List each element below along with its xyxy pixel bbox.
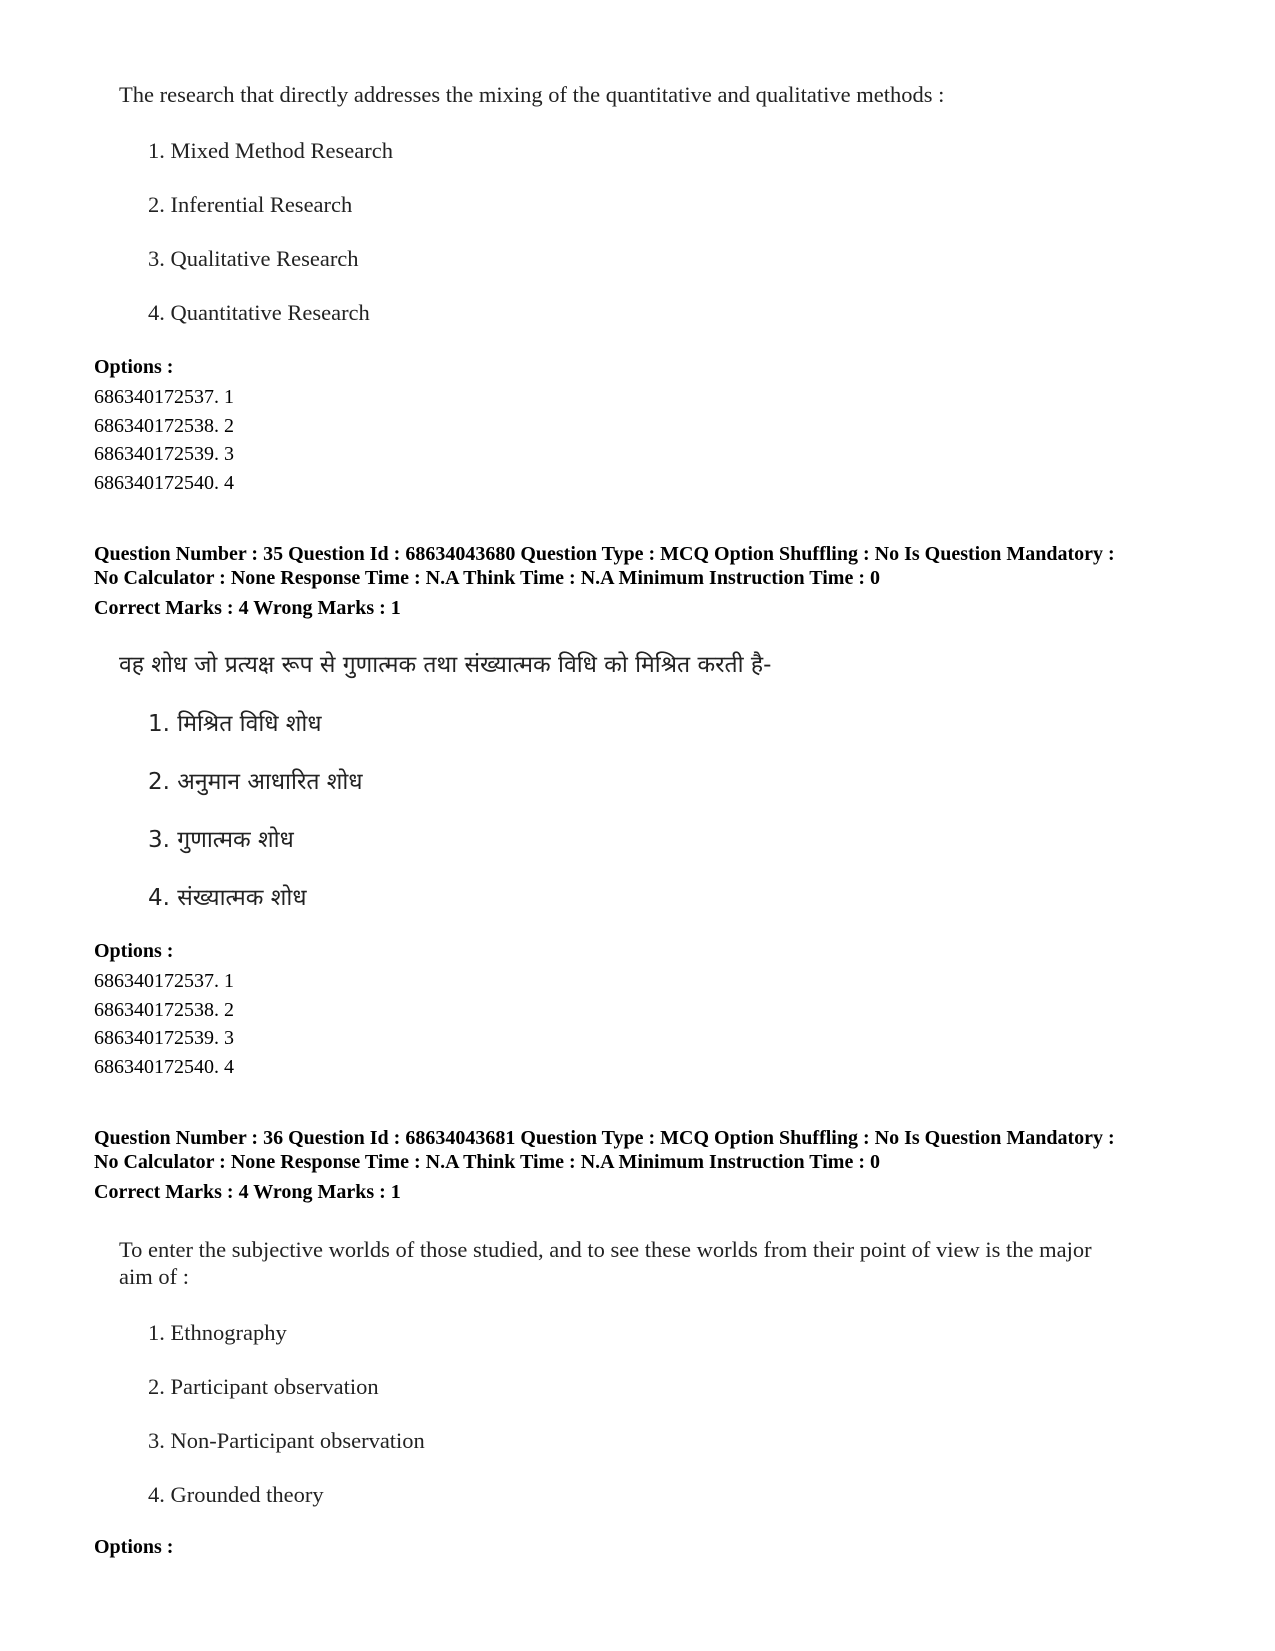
q35-options-label: Options : [94,940,174,962]
q36-marks: Correct Marks : 4 Wrong Marks : 1 [94,1181,401,1203]
q36-meta-line-1: Question Number : 36 Question Id : 68634043681 Question Type : MCQ Option Shuffling : No Is Question Mandatory : [94,1127,1115,1149]
q34-option-4: 686340172540. 4 [94,472,234,494]
q35-choice-2: 2. अनुमान आधारित शोध [148,769,363,795]
q34-choice-1: 1. Mixed Method Research [148,138,393,163]
q36-choice-1: 1. Ethnography [148,1320,287,1345]
q34-choice-3: 3. Qualitative Research [148,246,359,271]
q35-option-3: 686340172539. 3 [94,1027,234,1049]
q35-meta-line-1: Question Number : 35 Question Id : 68634043680 Question Type : MCQ Option Shuffling : No Is Question Mandatory : [94,543,1115,565]
q36-stem-line-2: aim of : [119,1264,189,1289]
q35-option-1: 686340172537. 1 [94,970,234,992]
q34-choice-4: 4. Quantitative Research [148,300,370,325]
q36-choice-2: 2. Participant observation [148,1374,379,1399]
q34-stem: The research that directly addresses the mixing of the quantitative and qualitative methods : [119,82,945,107]
q36-stem-line-1: To enter the subjective worlds of those studied, and to see these worlds from their point of view is the major [119,1237,1092,1262]
q35-stem: वह शोध जो प्रत्यक्ष रूप से गुणात्मक तथा संख्यात्मक विधि को मिश्रित करती है- [119,652,772,678]
q34-choice-2: 2. Inferential Research [148,192,353,217]
q35-choice-1: 1. मिश्रित विधि शोध [148,711,322,737]
q34-option-2: 686340172538. 2 [94,415,234,437]
q36-options-label: Options : [94,1536,174,1558]
q35-option-4: 686340172540. 4 [94,1056,234,1078]
q34-option-1: 686340172537. 1 [94,386,234,408]
q35-marks: Correct Marks : 4 Wrong Marks : 1 [94,597,401,619]
q35-meta-line-2: No Calculator : None Response Time : N.A Think Time : N.A Minimum Instruction Time : 0 [94,567,880,589]
q34-options-label: Options : [94,356,174,378]
q34-option-3: 686340172539. 3 [94,443,234,465]
q36-meta-line-2: No Calculator : None Response Time : N.A Think Time : N.A Minimum Instruction Time : 0 [94,1151,880,1173]
q36-choice-4: 4. Grounded theory [148,1482,324,1507]
q35-option-2: 686340172538. 2 [94,999,234,1021]
q36-choice-3: 3. Non-Participant observation [148,1428,425,1453]
q35-choice-3: 3. गुणात्मक शोध [148,827,294,853]
q35-choice-4: 4. संख्यात्मक शोध [148,885,307,911]
